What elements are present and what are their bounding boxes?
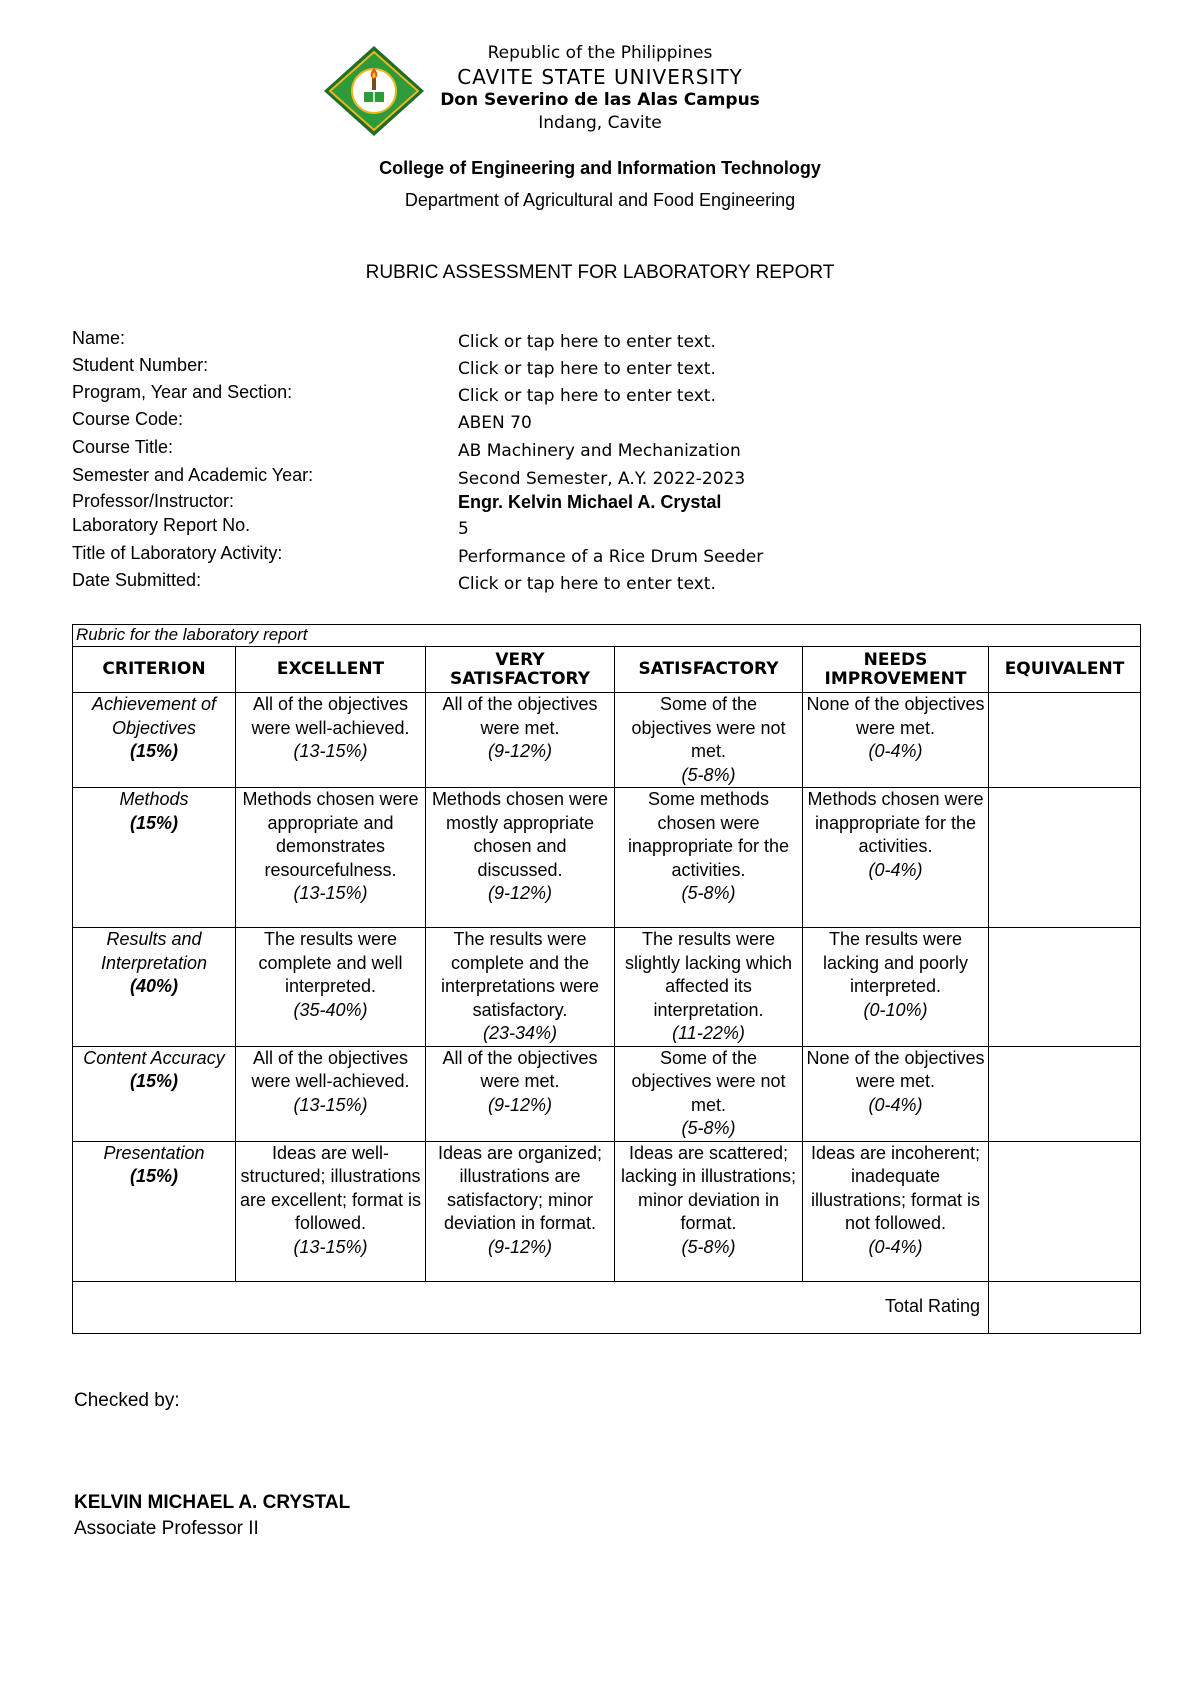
- equivalent-cell[interactable]: [989, 1141, 1141, 1281]
- cell-range: (9-12%): [487, 883, 553, 903]
- criterion-name: Presentation: [103, 1142, 205, 1163]
- total-row: [73, 1281, 1141, 1333]
- rubric-cell: [615, 1046, 803, 1141]
- rubric-caption: Rubric for the laboratory report: [73, 625, 1141, 647]
- info-label-course-code: Course Code:: [72, 409, 184, 429]
- cell-text: All of the objectives were met.: [442, 1047, 598, 1091]
- header-satisfactory: SATISFACTORY: [615, 647, 803, 693]
- criterion-name: Results and Interpretation: [100, 929, 208, 973]
- equivalent-cell[interactable]: [989, 788, 1141, 928]
- info-value-course-code: ABEN 70: [458, 413, 532, 433]
- cell-text: Some of the objectives were not met.: [631, 1047, 786, 1115]
- info-value-report-no: 5: [458, 519, 469, 539]
- signatory-name: KELVIN MICHAEL A. CRYSTAL: [74, 1492, 351, 1513]
- rubric-cell: [426, 693, 615, 788]
- cell-text: All of the objectives were well-achieved.: [251, 1047, 410, 1091]
- criterion-cell: [73, 693, 236, 788]
- criterion-weight: (15%): [129, 741, 178, 761]
- cell-range: (9-12%): [487, 741, 553, 761]
- rubric-cell: [236, 1046, 426, 1141]
- header-university: CAVITE STATE UNIVERSITY: [457, 65, 743, 89]
- rubric-cell: [426, 1046, 615, 1141]
- cell-text: Ideas are organized; illustrations are satisfactory; minor deviation in format.: [437, 1142, 603, 1233]
- cell-text: The results were lacking and poorly interpreted.: [822, 929, 969, 996]
- criterion-name: Methods: [119, 789, 189, 809]
- info-label-date-submitted: Date Submitted:: [72, 570, 202, 590]
- cell-range: (11-22%): [672, 1023, 745, 1043]
- criterion-name: Achievement of Objectives: [91, 694, 217, 738]
- college-name: College of Engineering and Information Technology: [379, 158, 821, 178]
- cell-range: (0-4%): [868, 1094, 923, 1115]
- cell-range: (13-15%): [293, 883, 368, 903]
- cell-range: (13-15%): [293, 1236, 368, 1257]
- header-excellent: EXCELLENT: [236, 647, 426, 693]
- cell-range: (13-15%): [293, 741, 368, 761]
- table-row: [73, 693, 1141, 788]
- rubric-cell: [236, 693, 426, 788]
- header-equivalent: EQUIVALENT: [989, 647, 1141, 693]
- cell-text: Ideas are incoherent; inadequate illustrations; format is not followed.: [810, 1142, 981, 1233]
- checked-by-label: Checked by:: [74, 1390, 180, 1411]
- info-value-semester: Second Semester, A.Y. 2022-2023: [458, 469, 746, 489]
- criterion-weight: (15%): [129, 1166, 178, 1186]
- criterion-cell: [73, 788, 236, 928]
- cell-text: The results were complete and the interpretations were satisfactory.: [440, 929, 600, 1020]
- cell-range: (35-40%): [293, 999, 368, 1020]
- info-value-name[interactable]: Click or tap here to enter text.: [458, 332, 716, 352]
- cell-text: The results were complete and well interpreted.: [258, 929, 403, 996]
- criterion-weight: (15%): [129, 812, 178, 833]
- document-title: RUBRIC ASSESSMENT FOR LABORATORY REPORT: [365, 262, 835, 283]
- header-location: Indang, Cavite: [538, 113, 662, 133]
- criterion-weight: (15%): [129, 1071, 178, 1091]
- cell-range: (0-10%): [863, 999, 928, 1020]
- rubric-header-row: [73, 647, 1141, 693]
- header-very-satisfactory: VERY SATISFACTORY: [426, 647, 615, 693]
- rubric-cell: [615, 1141, 803, 1281]
- criterion-cell: [73, 1046, 236, 1141]
- rubric-cell: [615, 928, 803, 1047]
- info-label-activity-title: Title of Laboratory Activity:: [72, 543, 283, 563]
- cell-range: (5-8%): [681, 883, 736, 903]
- rubric-table: [72, 624, 1141, 1334]
- cell-text: Methods chosen were appropriate and demonstrates resourcefulness.: [242, 789, 419, 880]
- cell-range: (5-8%): [681, 1236, 736, 1257]
- info-label-name: Name:: [72, 328, 126, 348]
- cell-range: (0-4%): [868, 741, 923, 761]
- rubric-cell: [426, 788, 615, 928]
- signatory-title: Associate Professor II: [74, 1518, 259, 1539]
- info-label-student-number: Student Number:: [72, 355, 209, 375]
- table-row: [73, 1141, 1141, 1281]
- header-criterion: CRITERION: [73, 647, 236, 693]
- info-value-course-title: AB Machinery and Mechanization: [458, 441, 741, 461]
- cell-text: All of the objectives were met.: [442, 694, 598, 738]
- equivalent-cell[interactable]: [989, 1046, 1141, 1141]
- table-row: [73, 928, 1141, 1047]
- info-value-student-number[interactable]: Click or tap here to enter text.: [458, 359, 716, 379]
- cell-text: Some methods chosen were inappropriate for the activities.: [627, 789, 790, 880]
- rubric-cell: [236, 1141, 426, 1281]
- header-needs-improvement: NEEDS IMPROVEMENT: [803, 647, 989, 693]
- rubric-cell: [803, 1141, 989, 1281]
- rubric-cell: [803, 928, 989, 1047]
- criterion-cell: [73, 928, 236, 1047]
- cell-text: Ideas are scattered; lacking in illustrations; minor deviation in format.: [620, 1142, 797, 1233]
- header-campus: Don Severino de las Alas Campus: [440, 90, 760, 110]
- rubric-cell: [803, 788, 989, 928]
- cell-range: (5-8%): [681, 1118, 736, 1138]
- cell-text: Ideas are well-structured; illustrations are excellent; format is followed.: [239, 1142, 422, 1233]
- table-row: [73, 788, 1141, 928]
- info-label-professor: Professor/Instructor:: [72, 491, 235, 511]
- cell-range: (0-4%): [868, 1236, 923, 1257]
- rubric-cell: [426, 928, 615, 1047]
- criterion-cell: [73, 1141, 236, 1281]
- table-row: [73, 1046, 1141, 1141]
- rubric-cell: [615, 693, 803, 788]
- cell-range: (5-8%): [681, 764, 736, 785]
- info-value-date-submitted[interactable]: Click or tap here to enter text.: [458, 574, 716, 594]
- cell-range: (0-4%): [868, 859, 923, 880]
- info-value-program[interactable]: Click or tap here to enter text.: [458, 386, 716, 406]
- header-country: Republic of the Philippines: [487, 43, 713, 63]
- criterion-weight: (40%): [129, 976, 178, 996]
- info-label-program: Program, Year and Section:: [72, 382, 293, 402]
- info-value-activity-title: Performance of a Rice Drum Seeder: [458, 547, 764, 567]
- criterion-name: Content Accuracy: [83, 1047, 225, 1068]
- total-rating-label: Total Rating: [73, 1281, 989, 1333]
- rubric-cell: [615, 788, 803, 928]
- equivalent-cell[interactable]: [989, 928, 1141, 1047]
- department-name: Department of Agricultural and Food Engineering: [404, 190, 796, 210]
- rubric-cell: [426, 1141, 615, 1281]
- cell-text: None of the objectives were met.: [806, 694, 985, 738]
- rubric-cell: [803, 693, 989, 788]
- info-label-report-no: Laboratory Report No.: [72, 515, 251, 535]
- cell-text: None of the objectives were met.: [806, 1047, 985, 1091]
- cell-text: Methods chosen were mostly appropriate chosen and discussed.: [431, 789, 609, 880]
- cell-text: All of the objectives were well-achieved.: [251, 694, 410, 738]
- equivalent-cell[interactable]: [989, 693, 1141, 788]
- total-rating-value[interactable]: [989, 1281, 1141, 1333]
- rubric-cell: [236, 928, 426, 1047]
- info-label-semester: Semester and Academic Year:: [72, 465, 314, 485]
- cell-text: The results were slightly lacking which affected its interpretation.: [624, 929, 793, 1020]
- cell-range: (23-34%): [482, 1023, 558, 1043]
- cell-range: (9-12%): [487, 1236, 553, 1257]
- cell-text: Some of the objectives were not met.: [631, 694, 786, 761]
- rubric-cell: [236, 788, 426, 928]
- info-label-course-title: Course Title:: [72, 437, 174, 457]
- cell-text: Methods chosen were inappropriate for the activities.: [807, 789, 984, 856]
- cell-range: (13-15%): [293, 1094, 368, 1115]
- cell-range: (9-12%): [487, 1094, 553, 1115]
- info-value-professor: Engr. Kelvin Michael A. Crystal: [458, 492, 722, 512]
- rubric-cell: [803, 1046, 989, 1141]
